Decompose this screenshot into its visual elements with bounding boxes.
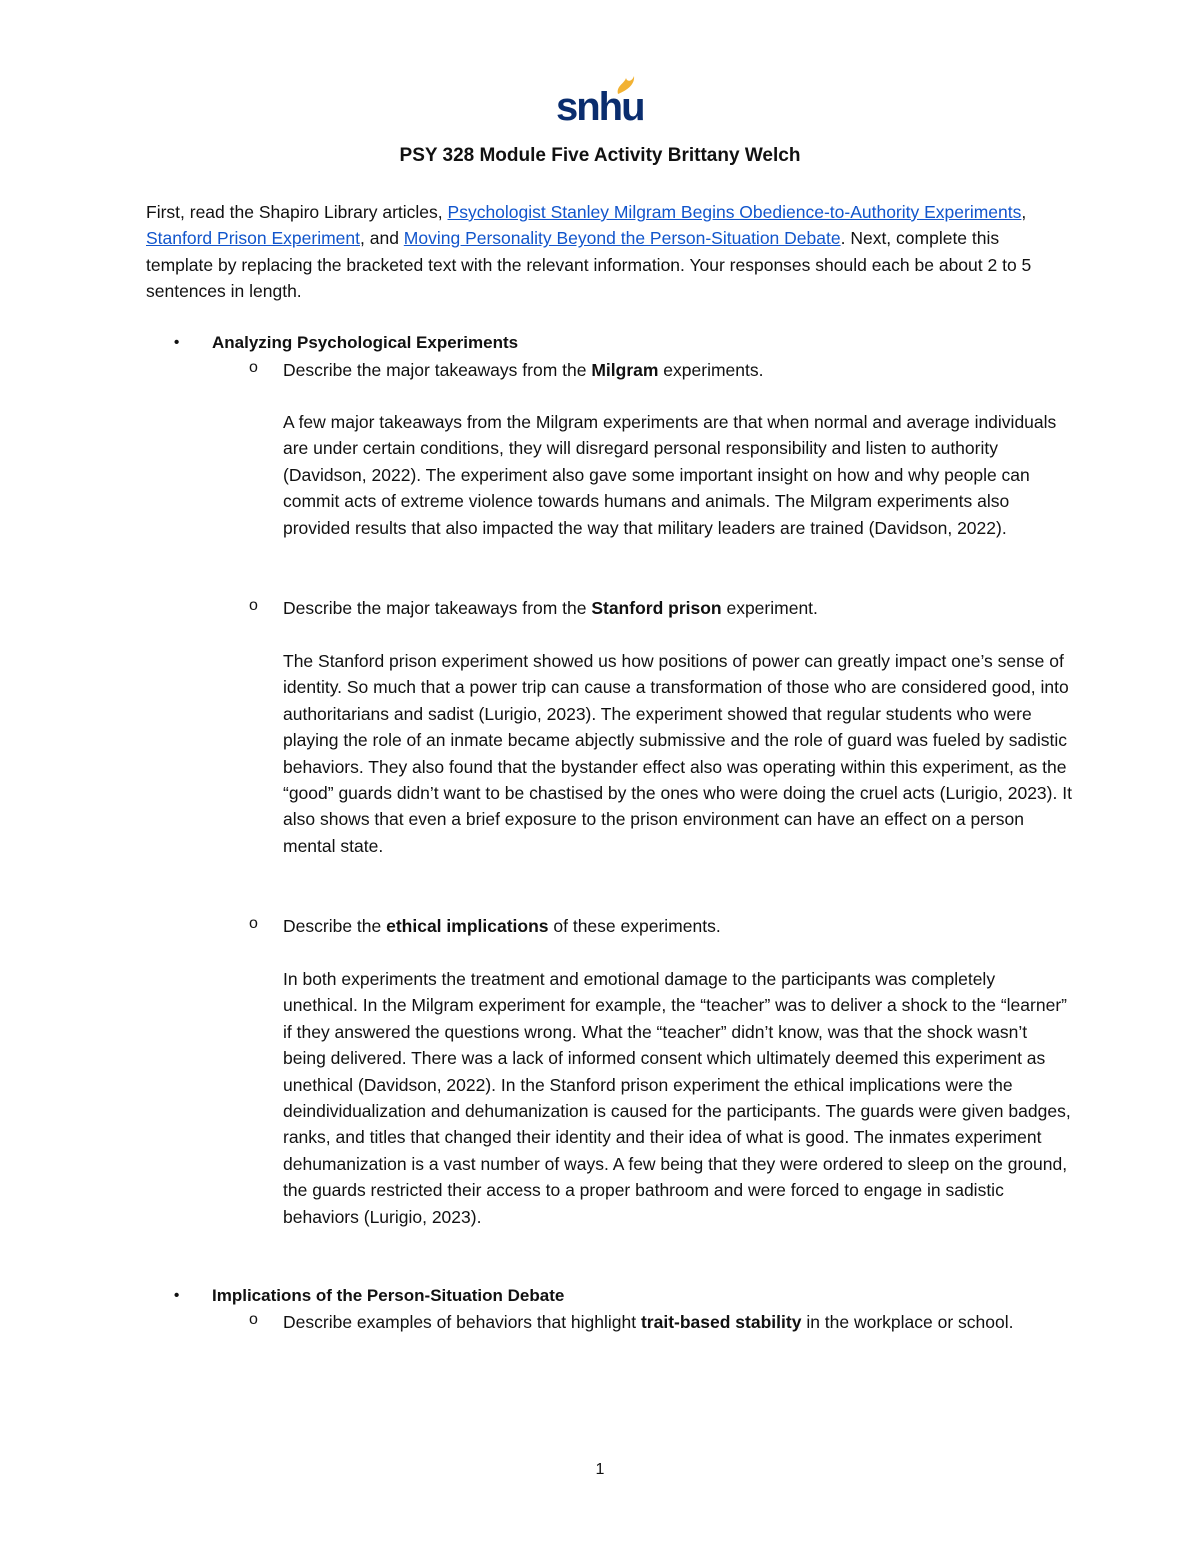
intro-tail: . Next, complete this template by replacing the bracketed text with the relevant information. Your responses should each be about 2 to 5 sentences in length. <box>146 228 1032 302</box>
answer-stanford: The Stanford prison experiment showed us how positions of power can greatly impact one’s sense of identity. So much that a power trip can cause a transformation of those who are considered good, into authoritarians and sadist (Lurigio, 2023). The experiment showed that regular students who were playing the role of an inmate became abjectly submissive and the role of guard was fueled by sadistic behaviors. They also found that the bystander effect also was operating within this experiment, as the “good” guards didn’t want to be chastised by the ones who were doing the cruel acts (Lurigio, 2023). It also shows that even a brief exposure to the prison environment can have an effect on a person mental state. <box>283 651 1072 856</box>
section-heading-analyzing <box>174 330 519 356</box>
question-text: Describe the major takeaways from the <box>283 360 592 380</box>
sub-bullet-marker: o <box>249 597 258 614</box>
intro-sep: , <box>1021 202 1027 222</box>
intro-sep: , and <box>360 228 404 249</box>
question-stanford <box>283 595 1073 621</box>
question-emphasis: trait-based stability <box>640 1312 802 1332</box>
link-person-situation-article[interactable]: Moving Personality Beyond the Person-Situation Debate <box>403 228 841 249</box>
answer-milgram: A few major takeaways from the Milgram experiments are that when normal and average individuals are under certain conditions, they will disregard personal responsibility and listen to authority (Davidson, 2022). The experiment also gave some important insight on how and why people can commit acts of extreme violence towards humans and animals. The Milgram experiments also provided results that also impacted the way that military leaders are trained (Davidson, 2022). <box>283 412 1057 538</box>
question-ethics <box>283 913 1073 939</box>
sub-bullet-marker: o <box>249 359 258 376</box>
question-text: Describe examples of behaviors that highlight <box>283 1312 641 1332</box>
snhu-logo <box>556 74 644 132</box>
question-trait-stability <box>283 1309 1073 1335</box>
question-text: of these experiments. <box>548 916 721 936</box>
bullet-marker: • <box>174 1287 180 1304</box>
question-text: Describe the <box>283 916 387 936</box>
page-title: PSY 328 Module Five Activity Brittany Welch <box>399 145 801 166</box>
question-emphasis: Stanford prison <box>591 598 722 618</box>
page-number: 1 <box>595 1461 605 1478</box>
intro-paragraph <box>146 199 1066 305</box>
link-milgram-article[interactable]: Psychologist Stanley Milgram Begins Obedience-to-Authority Experiments <box>447 202 1022 222</box>
link-stanford-article[interactable]: Stanford Prison Experiment <box>146 228 360 249</box>
question-milgram <box>283 357 1073 383</box>
question-text: in the workplace or school. <box>801 1312 1014 1332</box>
question-text: experiment. <box>721 598 818 618</box>
logo-text: snhu <box>556 85 644 129</box>
section-heading-text: Analyzing Psychological Experiments <box>212 333 519 352</box>
intro-lead: First, read the Shapiro Library articles, <box>146 202 448 222</box>
question-emphasis: ethical implications <box>386 916 549 936</box>
sub-bullet-marker: o <box>249 915 258 932</box>
section-heading-text: Implications of the Person-Situation Debate <box>212 1286 565 1305</box>
question-emphasis: Milgram <box>591 360 659 380</box>
bullet-marker: • <box>174 334 180 351</box>
sub-bullet-marker: o <box>249 1311 258 1328</box>
question-text: Describe the major takeaways from the <box>283 598 592 618</box>
section-heading-person-situation <box>174 1283 565 1309</box>
question-text: experiments. <box>658 360 764 380</box>
answer-ethics: In both experiments the treatment and emotional damage to the participants was completely unethical. In the Milgram experiment for example, the “teacher” was to deliver a shock to the “learner” if they answered the questions wrong. What the “teacher” didn’t know, was that the shock wasn’t being delivered. There was a lack of informed consent which ultimately deemed this experiment as unethical (Davidson, 2022). In the Stanford prison experiment the ethical implications were the deindividualization and dehumanization is caused for the participants. The guards were given badges, ranks, and titles that changed their identity and their idea of what is good. The inmates experiment dehumanization is a vast number of ways. A few being that they were ordered to sleep on the ground, the guards restricted their access to a proper bathroom and were forced to engage in sadistic behaviors (Lurigio, 2023). <box>283 969 1071 1227</box>
